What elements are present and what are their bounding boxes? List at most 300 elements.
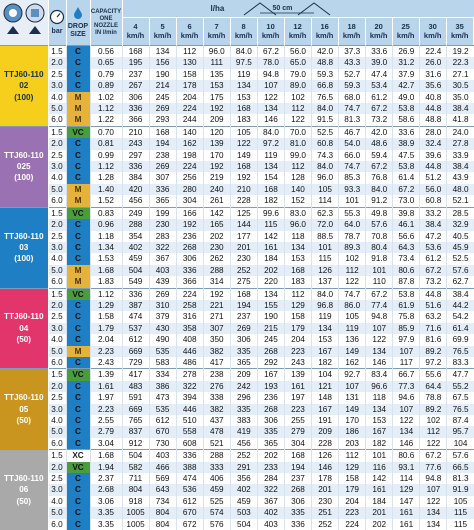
speed-header-30 [420,18,447,45]
nozzle-icon [1,0,47,42]
rate-cell: 112 [176,46,203,58]
rate-cell: 293 [149,114,176,126]
rate-cell: 204 [284,334,311,345]
table-row [0,184,474,195]
rate-cell: 367 [149,253,176,264]
capacity-cell: 2.55 [90,415,122,426]
capacity-cell: 0.56 [90,46,122,58]
rate-cell: 33.6 [393,126,420,138]
rate-cell: 146 [366,357,393,369]
table-row [0,496,474,507]
rate-cell: 262 [203,253,230,264]
rate-cell: 288 [203,450,230,462]
rate-cell: 74.7 [339,103,366,114]
rate-cell: 101 [366,265,393,276]
rate-cell: 384 [122,172,149,183]
rate-cell: 52.7 [339,69,366,80]
rate-cell: 284 [257,473,284,484]
table-row [0,484,474,495]
rate-cell: 612 [149,415,176,426]
table-row [0,404,474,415]
rate-cell: 39.0 [366,57,393,68]
table-row [0,242,474,253]
rate-cell: 201 [366,507,393,518]
rate-cell: 194 [149,138,176,149]
drop-size-cell: C [66,357,90,369]
rate-cell: 134 [312,323,339,334]
drop-size-cell: VC [66,462,90,473]
rate-cell: 41.8 [447,114,474,126]
pressure-cell: 3.0 [48,161,66,172]
speed-header-12 [285,18,312,45]
pressure-cell: 5.0 [48,346,66,357]
rate-cell: 89.0 [284,80,311,91]
rate-cell: 62.3 [312,207,339,219]
rate-cell: 99.6 [257,207,284,219]
rate-cell: 61.9 [393,300,420,311]
table-row [0,473,474,484]
table-row [0,323,474,334]
table-row [0,334,474,345]
rate-cell: 78.7 [339,231,366,242]
drop-size-cell: VC [66,207,90,219]
speed-header-20 [366,18,393,45]
rate-cell: 179 [284,323,311,334]
rate-cell: 249 [122,207,149,219]
rate-cell: 338 [203,392,230,403]
pressure-cell: 2.5 [48,231,66,242]
rate-cell: 288 [122,219,149,230]
rate-cell: 91.9 [447,484,474,495]
pressure-cell: 1.5 [48,126,66,138]
pressure-cell: 2.5 [48,150,66,161]
rate-cell: 37.9 [393,69,420,80]
rate-cell: 209 [203,114,230,126]
rate-cell: 94.6 [393,392,420,403]
rate-cell: 306 [122,92,149,103]
rate-cell: 115 [312,253,339,264]
rate-cell: 549 [122,276,149,288]
rate-cell: 192 [176,219,203,230]
rate-cell: 591 [122,392,149,403]
table-row [0,462,474,473]
rate-cell: 155 [257,300,284,311]
rate-cell: 201 [230,242,257,253]
rate-cell: 269 [230,323,257,334]
table-row [0,357,474,369]
rate-cell: 386 [149,381,176,392]
rate-cell: 76.5 [312,92,339,103]
capacity-cell: 1.97 [90,392,122,403]
speed-value: 12 [293,22,302,31]
speed-header-6 [177,18,204,45]
rate-cell: 194 [284,462,311,473]
rate-cell: 168 [230,161,257,172]
speed-unit: km/h [342,31,361,40]
rate-cell: 79.0 [284,69,311,80]
rate-cell: 84.0 [230,46,257,58]
table-row [0,369,474,381]
pressure-cell: 4.0 [48,415,66,426]
model-flow: (50) [16,416,32,425]
rate-cell: 80.4 [366,242,393,253]
rate-cell: 64.0 [339,219,366,230]
drop-size-cell: M [66,346,90,357]
rate-cell: 139 [284,369,311,381]
rate-cell: 107 [393,346,420,357]
rate-cell: 91.8 [366,253,393,264]
table-row [0,80,474,91]
rate-cell: 192 [203,161,230,172]
rate-cell: 61.4 [393,172,420,183]
pressure-cell: 1.5 [48,46,66,58]
table-row [0,69,474,80]
rate-cell: 102 [284,92,311,103]
pressure-cell: 5.0 [48,103,66,114]
rate-cell: 38.4 [447,288,474,300]
rate-cell: 38.9 [393,138,420,149]
rate-cell: 63.2 [420,311,447,322]
rate-cell: 77.3 [393,381,420,392]
rate-cell: 403 [149,450,176,462]
rate-cell: 162 [339,357,366,369]
capacity-cell: 2.68 [90,484,122,495]
rate-cell: 87.8 [393,276,420,288]
nozzle-model [0,450,48,530]
rate-cell: 168 [284,265,311,276]
rate-cell: 223 [284,346,311,357]
rate-cell: 161 [393,507,420,518]
header-drop-size [66,0,90,46]
pressure-cell: 5.0 [48,507,66,518]
rate-cell: 46.7 [339,126,366,138]
capacity-cell: 1.22 [90,114,122,126]
rate-cell: 271 [203,311,230,322]
rate-cell: 134 [257,288,284,300]
rate-cell: 168 [257,184,284,195]
rate-cell: 336 [122,161,149,172]
drop-size-cell: C [66,138,90,149]
rate-cell: 104 [312,369,339,381]
capacity-cell: 1.34 [90,242,122,253]
pressure-cell: 1.5 [48,450,66,462]
drop-size-cell: C [66,46,90,58]
drop-size-cell: C [66,80,90,91]
rate-cell: 608 [176,438,203,450]
rate-cell: 42.0 [366,126,393,138]
rate-cell: 56.0 [420,184,447,195]
pressure-cell: 2.0 [48,138,66,149]
rate-cell: 643 [149,484,176,495]
rate-cell: 53.8 [393,103,420,114]
speed-header-35 [447,18,474,45]
bar-label: bar [51,28,63,35]
rate-cell: 55.3 [339,207,366,219]
rate-cell: 78.0 [257,57,284,68]
pressure-cell: 6.0 [48,195,66,207]
rate-cell: 35.6 [420,80,447,91]
rate-cell: 190 [257,311,284,322]
model-name: TTJ60-110025 [3,150,44,172]
drop-size-cell: C [66,438,90,450]
rate-cell: 134 [284,242,311,253]
rate-cell: 118 [366,392,393,403]
pressure-cell: 2.5 [48,473,66,484]
rate-cell: 94.8 [420,473,447,484]
pressure-cell: 2.0 [48,57,66,68]
rate-cell: 336 [149,184,176,195]
rate-cell: 243 [122,138,149,149]
rate-cell: 804 [149,507,176,518]
rate-cell: 67.2 [366,161,393,172]
capacity-cell: 1.12 [90,161,122,172]
rate-cell: 97.9 [393,334,420,345]
rate-cell: 146 [257,114,284,126]
rate-cell: 107 [393,404,420,415]
rate-cell: 612 [122,334,149,345]
rate-cell: 190 [149,69,176,80]
rate-cell: 128 [284,172,311,183]
rate-cell: 466 [149,462,176,473]
rate-cell: 459 [122,253,149,264]
rate-cell: 730 [149,438,176,450]
speed-unit: km/h [423,31,442,40]
table-row [0,114,474,126]
model-flow: (50) [16,496,32,506]
capacity-cell: 1.68 [90,265,122,276]
pressure-cell: 2.0 [48,381,66,392]
rate-cell: 44.2 [447,300,474,311]
rate-cell: 1005 [122,519,149,530]
rate-cell: 230 [312,496,339,507]
drop-size-cell: C [66,507,90,518]
drop-size-cell: M [66,114,90,126]
rate-cell: 81.0 [284,138,311,149]
rate-cell: 62.7 [447,276,474,288]
rate-cell: 483 [122,381,149,392]
rate-cell: 78.8 [420,392,447,403]
rate-cell: 22.3 [447,57,474,68]
capacity-line-1: CAPACITY [90,8,122,15]
rate-cell: 437 [203,415,230,426]
table-row [0,161,474,172]
rate-cell: 72.0 [312,219,339,230]
rate-cell: 279 [284,426,311,437]
drop-size-cell: XC [66,450,90,462]
rate-cell: 535 [149,404,176,415]
rate-cell: 74.7 [339,161,366,172]
rate-cell: 178 [176,80,203,91]
rate-cell: 46.1 [393,219,420,230]
rate-cell: 283 [149,231,176,242]
drop-size-cell: M [66,195,90,207]
capacity-cell: 3.35 [90,519,122,530]
rate-cell: 402 [257,507,284,518]
rate-cell: 129 [284,300,311,311]
pressure-cell: 2.5 [48,392,66,403]
rate-cell: 134 [230,80,257,91]
rate-cell: 224 [176,103,203,114]
rate-cell: 220 [257,276,284,288]
capacity-cell: 0.89 [90,80,122,91]
pressure-cell: 6.0 [48,519,66,530]
capacity-cell: 1.68 [90,450,122,462]
rate-cell: 54.2 [447,311,474,322]
rate-cell: 558 [176,426,203,437]
rate-cell: 89.2 [420,404,447,415]
rate-cell: 167 [257,369,284,381]
rate-cell: 44.8 [420,161,447,172]
model-name: TTJ60-11002 [3,69,44,91]
droplet-icon [71,6,85,20]
rate-cell: 314 [203,276,230,288]
rate-cell: 336 [122,103,149,114]
rate-cell: 47.4 [366,69,393,80]
rate-cell: 67.5 [447,392,474,403]
table-row [0,46,474,58]
rate-cell: 153 [284,253,311,264]
rate-cell: 76.5 [447,346,474,357]
rate-cell: 74.7 [339,288,366,300]
rate-cell: 195 [122,57,149,68]
rate-cell: 192 [230,172,257,183]
drop-size-cell: C [66,300,90,311]
rate-cell: 221 [203,300,230,311]
table-row [0,172,474,183]
rate-cell: 536 [176,484,203,495]
rate-cell: 417 [203,357,230,369]
rate-cell: 192 [203,103,230,114]
rate-cell: 197 [284,392,311,403]
model-name: TTJ60-11003 [3,231,44,252]
rate-cell: 112 [284,161,311,172]
spacing-label: 50 cm [272,4,293,12]
rate-cell: 335 [257,426,284,437]
rate-cell: 67.2 [366,103,393,114]
rate-cell: 111 [203,57,230,68]
rate-cell: 268 [257,346,284,357]
rate-cell: 19.2 [447,46,474,58]
pressure-cell: 3.0 [48,242,66,253]
rate-cell: 84.0 [312,103,339,114]
rate-cell: 184 [366,496,393,507]
rate-cell: 55.2 [447,381,474,392]
rate-cell: 40.5 [447,231,474,242]
table-row [0,450,474,462]
rate-cell: 135 [203,69,230,80]
speed-header-25 [393,18,420,45]
rate-cell: 918 [122,496,149,507]
model-name: TTJ60-11006 [3,474,44,495]
rate-cell: 66.0 [339,150,366,161]
rate-cell: 168 [284,450,311,462]
rate-cell: 333 [203,462,230,473]
pressure-cell: 1.5 [48,288,66,300]
rate-cell: 28.0 [420,126,447,138]
rate-cell: 350 [203,334,230,345]
drop-size-cell: M [66,103,90,114]
capacity-line-4: IN l/min [95,29,117,36]
rate-cell: 276 [203,381,230,392]
rate-cell: 60.8 [312,138,339,149]
rate-cell: 24.0 [447,126,474,138]
capacity-cell: 2.37 [90,473,122,484]
rate-cell: 576 [203,519,230,530]
rate-cell: 74.3 [312,150,339,161]
rate-cell: 67.2 [257,46,284,58]
nozzle-model [0,288,48,369]
rate-cell: 48.8 [312,57,339,68]
rate-cell: 504 [230,519,257,530]
rate-cell: 510 [176,415,203,426]
rate-cell: 77.6 [420,462,447,473]
rate-cell: 27.8 [447,138,474,149]
table-row [0,57,474,68]
table-row [0,381,474,392]
nozzle-model [0,369,48,450]
rate-cell: 112 [284,288,311,300]
rate-cell: 64.4 [420,381,447,392]
rate-cell: 292 [257,357,284,369]
rate-cell: 153 [203,80,230,91]
rate-cell: 57.6 [366,219,393,230]
rate-cell: 83.0 [284,207,311,219]
pressure-cell: 1.5 [48,207,66,219]
rate-cell: 73.2 [420,276,447,288]
capacity-cell: 1.18 [90,231,122,242]
rate-cell: 179 [339,484,366,495]
rate-cell: 269 [149,288,176,300]
rate-cell: 120 [203,126,230,138]
rate-cell: 156 [149,57,176,68]
speed-unit: km/h [153,31,172,40]
capacity-cell: 1.28 [90,172,122,183]
table-row [0,103,474,114]
rate-cell: 729 [122,357,149,369]
rate-cell: 161 [393,519,420,530]
rate-cell: 130 [176,57,203,68]
rate-cell: 306 [230,334,257,345]
rate-cell: 245 [257,334,284,345]
rate-cell: 49.0 [393,92,420,103]
rate-cell: 267 [122,80,149,91]
rate-cell: 582 [122,462,149,473]
model-name: TTJ60-11005 [3,393,44,414]
rate-cell: 251 [312,507,339,518]
capacity-line-2: ONE [99,15,113,22]
speed-value: 18 [347,22,356,31]
rate-cell: 146 [312,462,339,473]
drop-size-cell: C [66,392,90,403]
rate-cell: 104 [447,438,474,450]
rate-cell: 96.0 [284,219,311,230]
rate-cell: 183 [284,276,311,288]
rate-cell: 80.6 [393,450,420,462]
rate-cell: 38.4 [447,103,474,114]
rate-cell: 242 [230,381,257,392]
rate-cell: 278 [176,369,203,381]
rate-cell: 71.6 [420,323,447,334]
rate-cell: 70.8 [366,231,393,242]
rate-cell: 116 [366,462,393,473]
rate-cell: 140 [284,184,311,195]
rate-cell: 102 [339,253,366,264]
rate-cell: 131 [339,392,366,403]
rate-cell: 144 [230,219,257,230]
rate-cell: 58.6 [393,114,420,126]
rate-cell: 44.8 [420,103,447,114]
rate-cell: 147 [393,496,420,507]
